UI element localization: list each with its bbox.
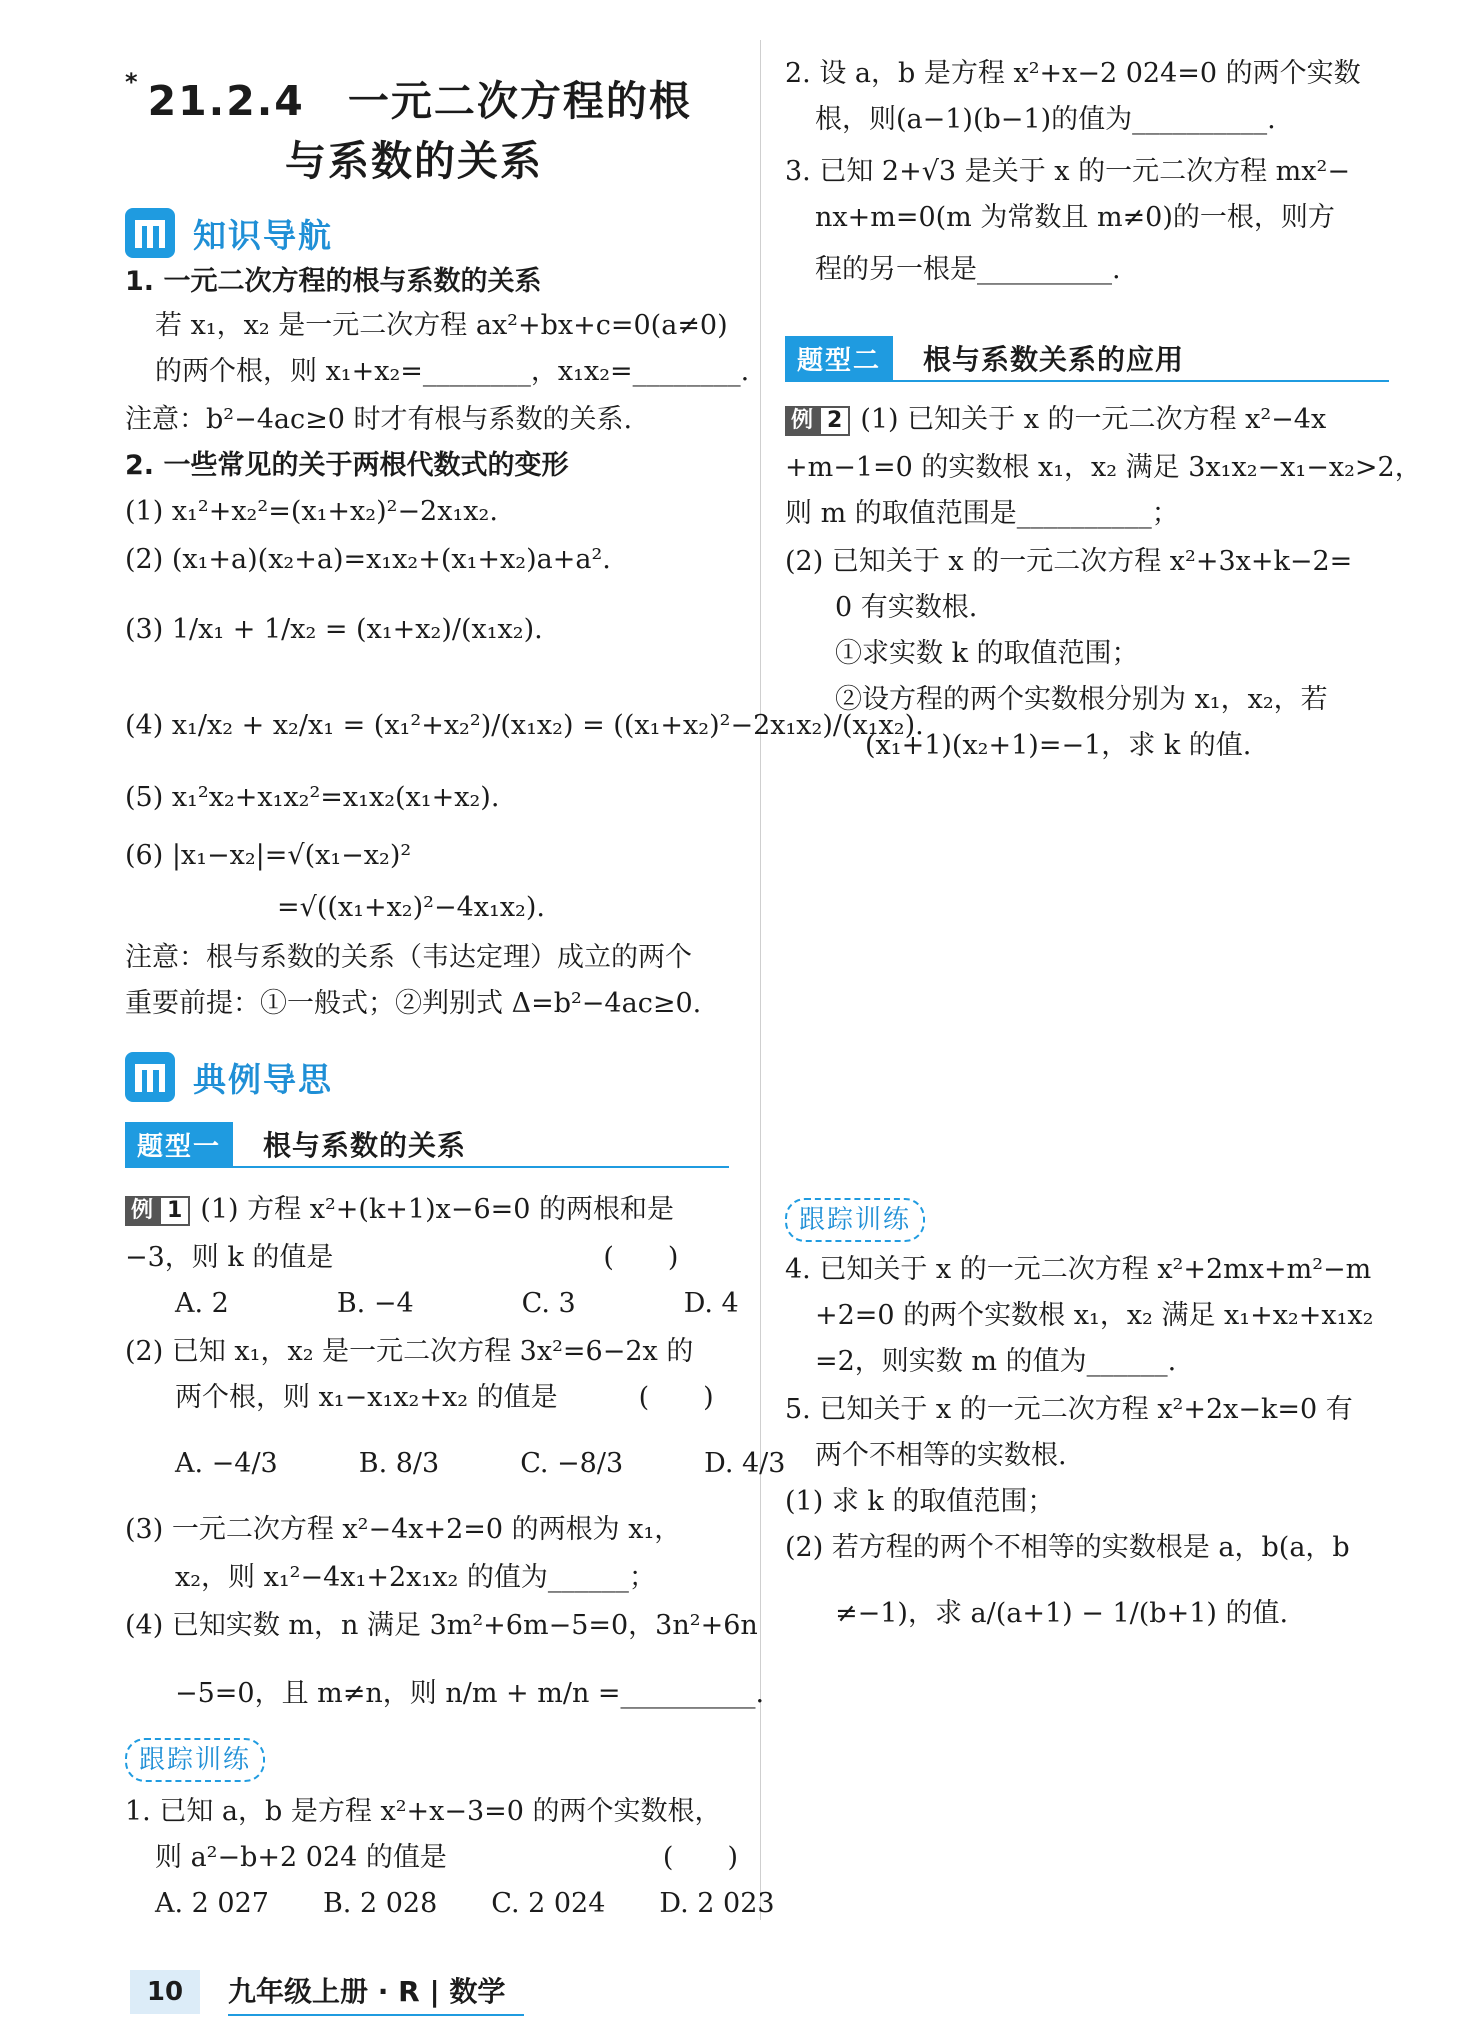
example2-first-line — [785, 402, 1326, 438]
type1-header — [125, 1122, 466, 1166]
example1-choices-1: A. 2 B. −4 C. 3 D. 4 — [175, 1288, 739, 1319]
knowledge-note-3: 重要前提：①一般式；②判别式 Δ=b²−4ac≥0. — [125, 988, 702, 1019]
knowledge-note-2: 注意：根与系数的关系（韦达定理）成立的两个 — [125, 942, 692, 973]
practice-line: (2) 若方程的两个不相等的实数根是 a，b(a，b — [785, 1532, 1350, 1563]
formula-5: (5) x₁²x₂+x₁x₂²=x₁x₂(x₁+x₂). — [125, 782, 500, 813]
formula-3: (3) 1/x₁ + 1/x₂ = (x₁+x₂)/(x₁x₂). — [125, 614, 543, 645]
example1-text: (1) 方程 x²+(k+1)x−6=0 的两根和是 — [200, 1194, 675, 1225]
example1-line: 两个根，则 x₁−x₁x₂+x₂ 的值是 ( ) — [175, 1382, 714, 1413]
type2-underline — [785, 380, 1389, 382]
practice-line: +2=0 的两个实数根 x₁，x₂ 满足 x₁+x₂+x₁x₂ — [815, 1300, 1374, 1331]
page-number: 10 — [130, 1970, 200, 2014]
example1-line: x₂，则 x₁²−4x₁+2x₁x₂ 的值为______； — [175, 1562, 656, 1593]
section-title-line1 — [125, 68, 692, 127]
example2-line: (x₁+1)(x₂+1)=−1，求 k 的值. — [865, 730, 1252, 761]
example2-line: +m−1=0 的实数根 x₁，x₂ 满足 3x₁x₂−x₁−x₂>2， — [785, 452, 1422, 483]
example1-line: −3，则 k 的值是 ( ) — [125, 1242, 679, 1273]
example2-text: (1) 已知关于 x 的一元二次方程 x²−4x — [860, 404, 1327, 435]
example1-first-line — [125, 1192, 674, 1228]
example-number: 2 — [819, 406, 850, 436]
knowledge-icon — [125, 208, 175, 258]
formula-6b: =√((x₁+x₂)²−4x₁x₂). — [277, 892, 545, 923]
practice-line: ≠−1)，求 a/(a+1) − 1/(b+1) 的值. — [835, 1598, 1289, 1629]
star-mark: * — [125, 68, 140, 96]
type1-tag: 题型一 — [125, 1122, 233, 1167]
example2-line: ①求实数 k 的取值范围； — [835, 638, 1139, 669]
practice-line: 3. 已知 2+√3 是关于 x 的一元二次方程 mx²− — [785, 156, 1350, 187]
track-training-badge: 跟踪训练 — [125, 1738, 265, 1782]
knowledge-note: 注意：b²−4ac≥0 时才有根与系数的关系. — [125, 404, 633, 435]
practice-line: nx+m=0(m 为常数且 m≠0)的一根，则方 — [815, 202, 1335, 233]
example-tag: 例 — [785, 406, 819, 436]
example1-line: (4) 已知实数 m，n 满足 3m²+6m−5=0，3n²+6n — [125, 1610, 758, 1641]
example-number: 1 — [159, 1196, 190, 1226]
knowledge-heading-2: 2. 一些常见的关于两根代数式的变形 — [125, 450, 569, 481]
practice-line: 则 a²−b+2 024 的值是 ( ) — [155, 1842, 738, 1873]
example1-choices-2: A. −4/3 B. 8/3 C. −8/3 D. 4/3 — [175, 1448, 786, 1479]
formula-1: (1) x₁²+x₂²=(x₁+x₂)²−2x₁x₂. — [125, 496, 498, 527]
example2-line: 0 有实数根. — [835, 592, 978, 623]
example1-line: (2) 已知 x₁，x₂ 是一元二次方程 3x²=6−2x 的 — [125, 1336, 694, 1367]
knowledge-line: 若 x₁，x₂ 是一元二次方程 ax²+bx+c=0(a≠0) — [155, 310, 728, 341]
formula-4: (4) x₁/x₂ + x₂/x₁ = (x₁²+x₂²)/(x₁x₂) = ((x₁+x₂)²−2x₁x₂)/(x₁x₂). — [125, 710, 924, 741]
practice-line: 1. 已知 a，b 是方程 x²+x−3=0 的两个实数根， — [125, 1796, 722, 1827]
track-training-badge: 跟踪训练 — [785, 1198, 925, 1242]
knowledge-title: 知识导航 — [193, 215, 333, 255]
practice-line: 根，则(a−1)(b−1)的值为__________. — [815, 104, 1276, 135]
example2-line: ②设方程的两个实数根分别为 x₁，x₂，若 — [835, 684, 1328, 715]
formula-6a: (6) |x₁−x₂|=√(x₁−x₂)² — [125, 840, 412, 871]
example2-line: (2) 已知关于 x 的一元二次方程 x²+3x+k−2= — [785, 546, 1353, 577]
example-tag: 例 — [125, 1196, 159, 1226]
knowledge-line: 的两个根，则 x₁+x₂=________，x₁x₂=________. — [155, 356, 750, 387]
type1-underline — [125, 1166, 729, 1168]
footer-underline — [228, 2014, 524, 2016]
practice-line: 2. 设 a，b 是方程 x²+x−2 024=0 的两个实数 — [785, 58, 1361, 89]
title-text-1: 21.2.4 一元二次方程的根 — [147, 77, 692, 125]
knowledge-heading-1: 1. 一元二次方程的根与系数的关系 — [125, 266, 542, 297]
practice-line: 5. 已知关于 x 的一元二次方程 x²+2x−k=0 有 — [785, 1394, 1353, 1425]
practice-line: =2，则实数 m 的值为______. — [815, 1346, 1177, 1377]
examples-header — [125, 1052, 333, 1102]
practice-line: 两个不相等的实数根. — [815, 1440, 1067, 1471]
practice-choices: A. 2 027 B. 2 028 C. 2 024 D. 2 023 — [155, 1888, 775, 1919]
column-divider — [760, 40, 761, 1920]
examples-icon — [125, 1052, 175, 1102]
footer-book-title: 九年级上册 · R | 数学 — [228, 1975, 506, 2008]
type2-title: 根与系数关系的应用 — [923, 343, 1185, 376]
example1-line: (3) 一元二次方程 x²−4x+2=0 的两根为 x₁， — [125, 1514, 682, 1545]
section-title-line2: 与系数的关系 — [285, 137, 543, 185]
examples-title: 典例导思 — [193, 1059, 333, 1099]
example2-line: 则 m 的取值范围是__________； — [785, 498, 1179, 529]
type2-header — [785, 336, 1184, 380]
type2-tag: 题型二 — [785, 336, 893, 381]
practice-line: 4. 已知关于 x 的一元二次方程 x²+2mx+m²−m — [785, 1254, 1372, 1285]
practice-line: 程的另一根是__________. — [815, 254, 1121, 285]
formula-2: (2) (x₁+a)(x₂+a)=x₁x₂+(x₁+x₂)a+a². — [125, 544, 611, 575]
practice-line: (1) 求 k 的取值范围； — [785, 1486, 1055, 1517]
example1-line: −5=0，且 m≠n，则 n/m + m/n =__________. — [175, 1678, 765, 1709]
type1-title: 根与系数的关系 — [263, 1129, 467, 1162]
knowledge-header — [125, 208, 333, 258]
